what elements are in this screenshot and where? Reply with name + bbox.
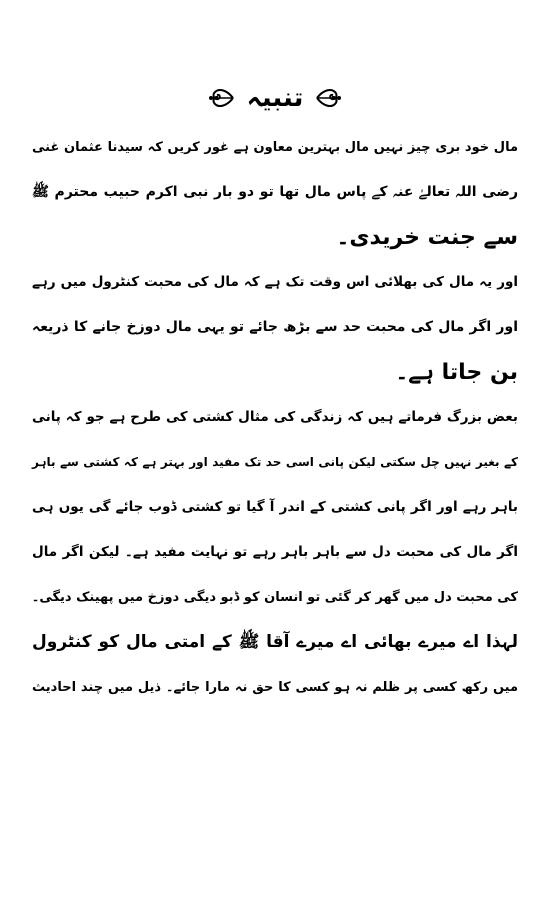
text-line: رضی اللہ تعالےٰ عنہ کے پاس مال تھا تو دو بار نبی اکرم حبیب محترم ﷺ <box>32 184 518 200</box>
text-line: کی محبت دل میں گھر کر گئی تو انسان کو ڈبو دیگی دوزخ میں پھینک دیگی۔ <box>31 590 518 605</box>
text-line: میں رکھ کسی پر ظلم نہ ہو کسی کا حق نہ مارا جائے۔ ذیل میں چند احادیث <box>32 680 518 695</box>
text-line: باہر رہے اور اگر پانی کشتی کے اندر آ گیا تو کشتی ڈوب جائے گی یوں ہی <box>32 499 518 515</box>
text-line: مال خود بری چیز نہیں مال بہترین معاون ہے غور کریں کہ سیدنا عثمان غنی <box>32 140 518 155</box>
paragraph <box>32 260 518 395</box>
text-line: لہذا اے میرے بھائی اے میرے آقا ﷺ کے امتی مال کو کنٹرول <box>32 632 518 652</box>
text-line: بعض بزرگ فرماتے ہیں کہ زندگی کی مثال کشتی کی طرح ہے جو کہ پانی <box>32 409 518 425</box>
paragraph <box>32 125 518 260</box>
flourish-ornament-icon <box>313 80 343 116</box>
heading-title: تنبیہ <box>246 83 304 113</box>
text-line: سے جنت خریدی۔ <box>336 225 518 250</box>
heading <box>0 78 550 118</box>
body-text <box>32 125 518 710</box>
text-line: اگر مال کی محبت دل سے باہر باہر رہے تو نہایت مفید ہے۔ لیکن اگر مال <box>32 544 518 560</box>
text-line: اور یہ مال کی بھلائی اس وقت تک ہے کہ مال کی محبت کنٹرول میں رہے <box>32 274 518 290</box>
paragraph <box>32 395 518 620</box>
text-line: بن جاتا ہے۔ <box>395 360 518 385</box>
text-line: اور اگر مال کی محبت حد سے بڑھ جائے تو یہی مال دوزخ جانے کا ذریعہ <box>32 319 518 335</box>
paragraph <box>32 620 518 710</box>
text-line: کے بغیر نہیں چل سکتی لیکن پانی اسی حد تک مفید اور بہتر ہے کہ کشتی سے باہر <box>32 455 518 469</box>
flourish-ornament-icon <box>207 80 237 116</box>
